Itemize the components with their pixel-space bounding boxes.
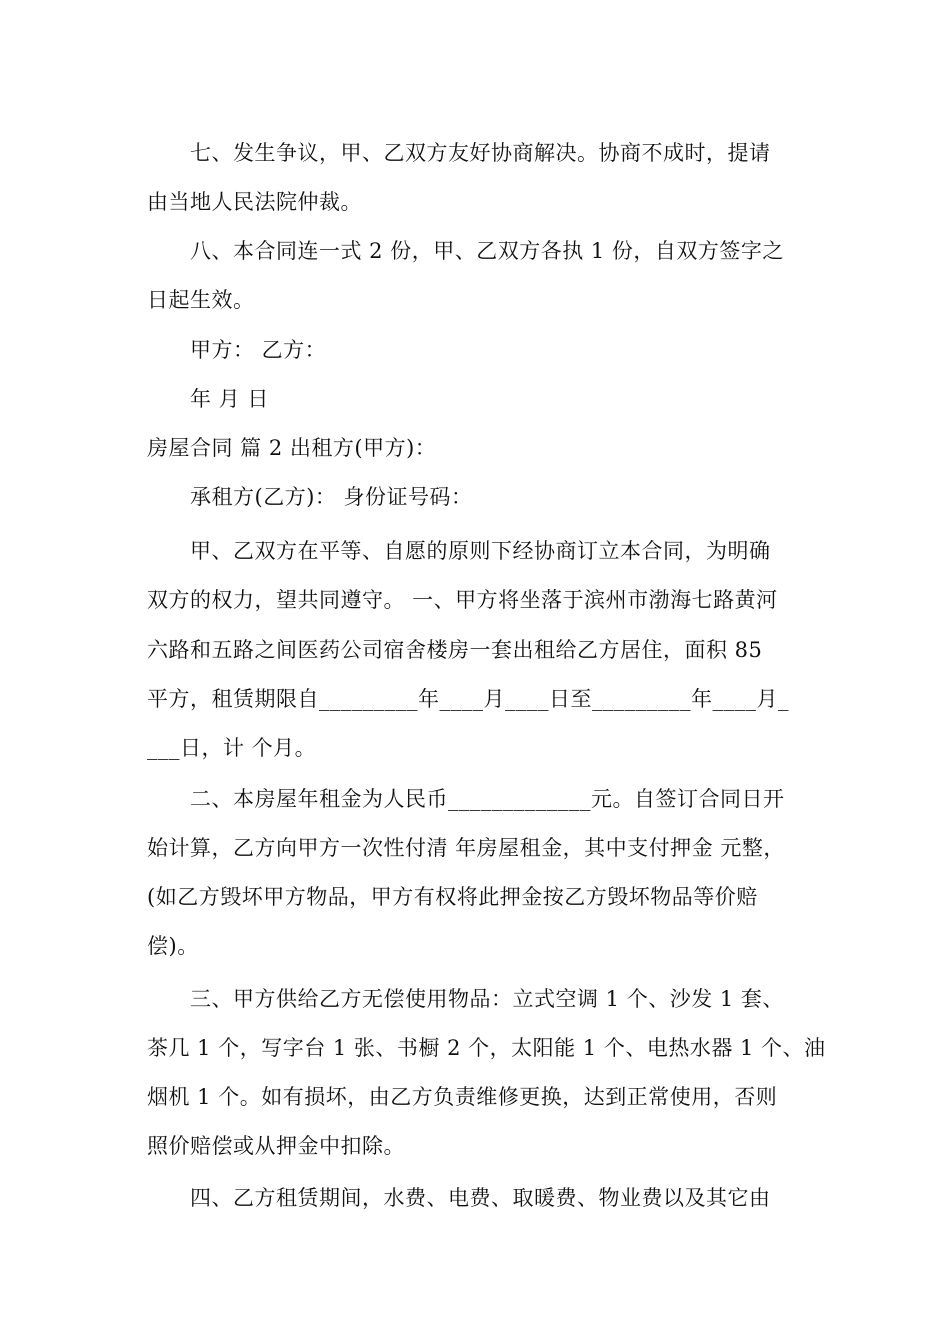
preamble-line-2: 双方的权力，望共同遵守。 一、甲方将坐落于滨州市渤海七路黄河 bbox=[147, 588, 778, 612]
clause-3-line-4: 照价赔偿或从押金中扣除。 bbox=[147, 1134, 405, 1158]
signature-date: 年 月 日 bbox=[190, 387, 269, 411]
clause-7-line-2: 由当地人民法院仲裁。 bbox=[147, 190, 362, 214]
clause-1-line-2: 平方，租赁期限自_________年____月____日至_________年____月_ bbox=[147, 687, 789, 711]
clause-2-line-2: 始计算，乙方向甲方一次性付清 年房屋租金，其中支付押金 元整， bbox=[147, 836, 785, 860]
clause-3-line-2: 茶几 1 个，写字台 1 张、书橱 2 个，太阳能 1 个、电热水器 1 个、油 bbox=[147, 1036, 826, 1060]
preamble-line-1: 甲、乙双方在平等、自愿的原则下经协商订立本合同，为明确 bbox=[190, 539, 771, 563]
signature-parties: 甲方： 乙方： bbox=[190, 338, 327, 362]
clause-1-line-3: ___日，计 个月。 bbox=[147, 736, 317, 760]
clause-1-line-1: 六路和五路之间医药公司宿舍楼房一套出租给乙方居住，面积 85 bbox=[147, 638, 763, 662]
contract-2-heading: 房屋合同 篇 2 出租方(甲方)： bbox=[147, 436, 437, 460]
clause-7-line-1: 七、发生争议，甲、乙双方友好协商解决。协商不成时，提请 bbox=[190, 141, 771, 165]
clause-3-line-1: 三、甲方供给乙方无偿使用物品：立式空调 1 个、沙发 1 套、 bbox=[190, 987, 784, 1011]
clause-4-line-1: 四、乙方租赁期间，水费、电费、取暖费、物业费以及其它由 bbox=[190, 1186, 771, 1210]
clause-8-line-2: 日起生效。 bbox=[147, 288, 255, 312]
clause-2-line-3: (如乙方毁坏甲方物品，甲方有权将此押金按乙方毁坏物品等价赔 bbox=[147, 885, 758, 909]
clause-8-line-1: 八、本合同连一式 2 份，甲、乙双方各执 1 份，自双方签字之 bbox=[190, 239, 784, 263]
clause-3-line-3: 烟机 1 个。如有损坏，由乙方负责维修更换，达到正常使用，否则 bbox=[147, 1085, 778, 1109]
lessee-id-line: 承租方(乙方)： 身份证号码： bbox=[190, 485, 473, 509]
clause-2-line-1: 二、本房屋年租金为人民币_____________元。自签订合同日开 bbox=[190, 787, 785, 811]
clause-2-line-4: 偿)。 bbox=[147, 934, 199, 958]
